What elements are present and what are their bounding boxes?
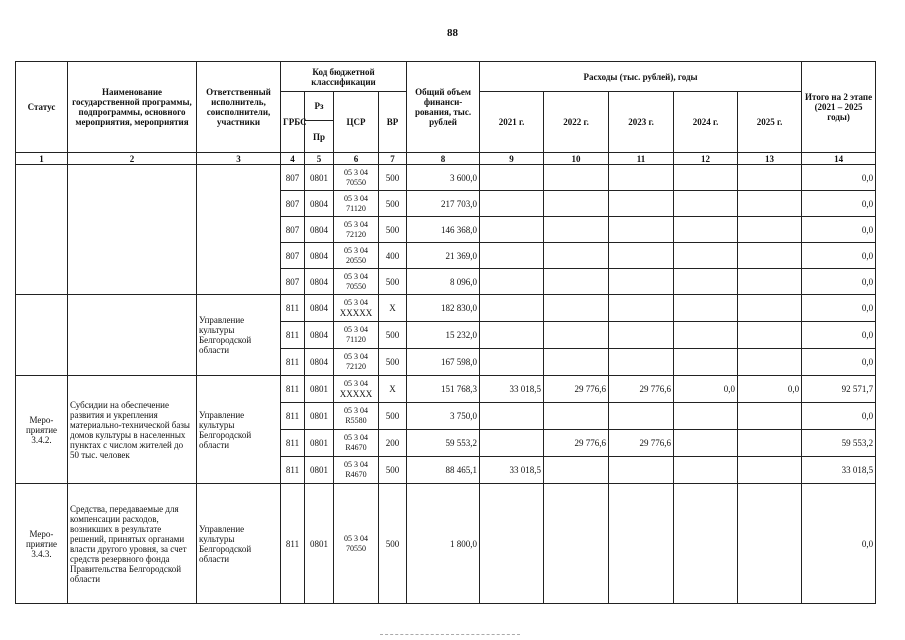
year-2022-cell (544, 457, 609, 484)
csr-cell (334, 217, 379, 243)
header-name: Наименование государственной программы, подпрограммы, основного мероприятия, мероприятия (68, 62, 197, 153)
csr-cell (334, 322, 379, 349)
year-2021-cell (480, 295, 544, 322)
total-volume-cell: 3 600,0 (407, 165, 480, 191)
csr-code-prefix: 05 3 04 (344, 433, 368, 442)
rzpr-cell: 0801 (305, 484, 334, 604)
total-volume-cell: 3 750,0 (407, 403, 480, 430)
vr-cell: 500 (379, 403, 407, 430)
grbs-cell: 811 (281, 403, 305, 430)
table-body (16, 165, 876, 604)
header-year: 2024 г. (674, 92, 738, 153)
csr-code-suffix: 70550 (346, 543, 366, 553)
csr-code-suffix: R4670 (345, 443, 367, 452)
column-number: 4 (281, 153, 305, 165)
csr-cell (334, 165, 379, 191)
name-cell: Субсидии на обеспечение развития и укрепления материально-технической базы домов культуры в населенных пунктах с числом жителей до 50 тыс. человек (68, 376, 197, 484)
page-number: 88 (447, 27, 458, 39)
year-2022-cell (544, 165, 609, 191)
total-stage-cell: 92 571,7 (802, 376, 876, 403)
year-2024-cell (674, 243, 738, 269)
executor-cell: Управление культуры Белгородской области (197, 484, 281, 604)
column-number: 5 (305, 153, 334, 165)
year-2022-cell: 29 776,6 (544, 430, 609, 457)
total-volume-cell: 59 553,2 (407, 430, 480, 457)
year-2023-cell (609, 295, 674, 322)
year-2022-cell (544, 403, 609, 430)
year-2025-cell (738, 349, 802, 376)
total-stage-cell: 0,0 (802, 403, 876, 430)
page-bottom-edge (380, 634, 520, 635)
total-volume-cell: 1 800,0 (407, 484, 480, 604)
table-row (16, 295, 876, 322)
column-number: 1 (16, 153, 68, 165)
year-2022-cell (544, 295, 609, 322)
year-2023-cell (609, 403, 674, 430)
year-2023-cell (609, 269, 674, 295)
total-stage-cell: 0,0 (802, 191, 876, 217)
column-number: 14 (802, 153, 876, 165)
table-row (16, 376, 876, 403)
table-row (16, 165, 876, 191)
csr-cell (334, 269, 379, 295)
header-total: Итого на 2 этапе (2021 – 2025 годы) (802, 62, 876, 153)
year-2023-cell (609, 191, 674, 217)
csr-code-prefix: 05 3 04 (344, 271, 368, 281)
csr-cell (334, 457, 379, 484)
header-executor: Ответственный исполнитель, соисполнители, участники (197, 62, 281, 153)
executor-cell: Управление культуры Белгородской области (197, 295, 281, 376)
year-2023-cell (609, 243, 674, 269)
grbs-cell: 807 (281, 269, 305, 295)
total-stage-cell: 0,0 (802, 217, 876, 243)
rzpr-cell: 0804 (305, 269, 334, 295)
year-2025-cell (738, 217, 802, 243)
grbs-cell: 811 (281, 322, 305, 349)
year-2021-cell (480, 430, 544, 457)
year-2023-cell (609, 349, 674, 376)
year-2023-cell (609, 165, 674, 191)
csr-code-suffix: 20550 (346, 255, 366, 265)
year-2024-cell: 0,0 (674, 376, 738, 403)
year-2025-cell (738, 403, 802, 430)
header-status: Статус (16, 62, 68, 153)
name-cell (68, 295, 197, 376)
status-cell (16, 295, 68, 376)
rzpr-cell: 0804 (305, 295, 334, 322)
year-2024-cell (674, 349, 738, 376)
csr-code-suffix: R5580 (345, 416, 367, 425)
header-year: 2021 г. (480, 92, 544, 153)
column-number: 7 (379, 153, 407, 165)
grbs-cell: 811 (281, 430, 305, 457)
header-pr: Пр (305, 121, 334, 153)
csr-code-prefix: 05 3 04 (344, 167, 368, 177)
year-2021-cell (480, 484, 544, 604)
year-2021-cell (480, 322, 544, 349)
year-2024-cell (674, 217, 738, 243)
rzpr-cell: 0801 (305, 165, 334, 191)
grbs-cell: 807 (281, 217, 305, 243)
column-number: 13 (738, 153, 802, 165)
status-cell: Меро-приятие 3.4.2. (16, 376, 68, 484)
grbs-cell: 807 (281, 165, 305, 191)
year-2024-cell (674, 165, 738, 191)
total-volume-cell: 182 830,0 (407, 295, 480, 322)
budget-table (15, 61, 876, 604)
status-cell: Меро-приятие 3.4.3. (16, 484, 68, 604)
total-volume-cell: 217 703,0 (407, 191, 480, 217)
csr-code-prefix: 05 3 04 (344, 379, 368, 388)
header-total-volume: Общий объем финанси-рования, тыс. рублей (407, 62, 480, 153)
rzpr-cell: 0804 (305, 217, 334, 243)
csr-cell (334, 376, 379, 403)
total-stage-cell: 33 018,5 (802, 457, 876, 484)
csr-cell (334, 295, 379, 322)
header-rz: Рз (305, 92, 334, 121)
grbs-cell: 807 (281, 243, 305, 269)
year-2022-cell (544, 349, 609, 376)
year-2024-cell (674, 403, 738, 430)
year-2025-cell (738, 484, 802, 604)
rzpr-cell: 0801 (305, 457, 334, 484)
year-2025-cell: 0,0 (738, 376, 802, 403)
column-number: 12 (674, 153, 738, 165)
grbs-cell: 811 (281, 484, 305, 604)
year-2024-cell (674, 484, 738, 604)
vr-cell: 400 (379, 243, 407, 269)
grbs-cell: 807 (281, 191, 305, 217)
header-year: 2025 г. (738, 92, 802, 153)
year-2023-cell (609, 484, 674, 604)
csr-code-prefix: 05 3 04 (344, 219, 368, 229)
header-grbs: ГРБС (281, 92, 305, 153)
total-stage-cell: 0,0 (802, 322, 876, 349)
header-expenses: Расходы (тыс. рублей), годы (480, 62, 802, 92)
rzpr-cell: 0804 (305, 349, 334, 376)
csr-cell (334, 403, 379, 430)
year-2022-cell (544, 243, 609, 269)
year-2025-cell (738, 457, 802, 484)
vr-cell: 500 (379, 457, 407, 484)
year-2022-cell (544, 269, 609, 295)
total-volume-cell: 8 096,0 (407, 269, 480, 295)
year-2025-cell (738, 295, 802, 322)
total-volume-cell: 146 368,0 (407, 217, 480, 243)
csr-cell (334, 191, 379, 217)
year-2024-cell (674, 430, 738, 457)
grbs-cell: 811 (281, 457, 305, 484)
vr-cell: 500 (379, 191, 407, 217)
total-volume-cell: 15 232,0 (407, 322, 480, 349)
rzpr-cell: 0804 (305, 191, 334, 217)
csr-code-suffix: 71120 (346, 335, 366, 344)
csr-code-suffix: 71120 (346, 203, 366, 213)
vr-cell: 500 (379, 217, 407, 243)
vr-cell: 500 (379, 269, 407, 295)
total-stage-cell: 0,0 (802, 484, 876, 604)
year-2025-cell (738, 243, 802, 269)
vr-cell: 200 (379, 430, 407, 457)
csr-cell (334, 349, 379, 376)
csr-code-prefix: 05 3 04 (344, 460, 368, 469)
name-cell: Средства, передаваемые для компенсации расходов, возникших в результате решений, принятых органами власти другого уровня, за счет средств резервного фонда Правительства Белгородской области (68, 484, 197, 604)
rzpr-cell: 0801 (305, 430, 334, 457)
year-2021-cell: 33 018,5 (480, 457, 544, 484)
year-2021-cell: 33 018,5 (480, 376, 544, 403)
year-2022-cell: 29 776,6 (544, 376, 609, 403)
vr-cell: X (379, 376, 407, 403)
total-stage-cell: 59 553,2 (802, 430, 876, 457)
csr-code-prefix: 05 3 04 (344, 533, 368, 543)
header-year: 2023 г. (609, 92, 674, 153)
csr-code-prefix: 05 3 04 (344, 298, 368, 307)
column-number: 9 (480, 153, 544, 165)
year-2022-cell (544, 484, 609, 604)
total-stage-cell: 0,0 (802, 165, 876, 191)
header-vr: ВР (379, 92, 407, 153)
year-2025-cell (738, 191, 802, 217)
year-2024-cell (674, 322, 738, 349)
year-2022-cell (544, 322, 609, 349)
column-number: 11 (609, 153, 674, 165)
year-2025-cell (738, 430, 802, 457)
csr-cell (334, 430, 379, 457)
year-2025-cell (738, 322, 802, 349)
rzpr-cell: 0804 (305, 322, 334, 349)
year-2021-cell (480, 403, 544, 430)
csr-code-prefix: 05 3 04 (344, 352, 368, 361)
year-2021-cell (480, 217, 544, 243)
csr-code-suffix: 70550 (346, 177, 366, 187)
year-2021-cell (480, 349, 544, 376)
total-volume-cell: 151 768,3 (407, 376, 480, 403)
year-2023-cell: 29 776,6 (609, 376, 674, 403)
year-2024-cell (674, 269, 738, 295)
grbs-cell: 811 (281, 349, 305, 376)
status-cell (16, 165, 68, 295)
csr-code-suffix: 72120 (346, 362, 366, 371)
column-number: 2 (68, 153, 197, 165)
csr-code-suffix: 72120 (346, 229, 366, 239)
year-2023-cell (609, 457, 674, 484)
total-volume-cell: 167 598,0 (407, 349, 480, 376)
year-2021-cell (480, 165, 544, 191)
column-number: 10 (544, 153, 609, 165)
vr-cell: X (379, 295, 407, 322)
csr-code-suffix: XXXXX (339, 389, 373, 399)
year-2023-cell: 29 776,6 (609, 430, 674, 457)
year-2025-cell (738, 269, 802, 295)
total-stage-cell: 0,0 (802, 243, 876, 269)
csr-cell (334, 484, 379, 604)
year-2023-cell (609, 322, 674, 349)
total-volume-cell: 21 369,0 (407, 243, 480, 269)
csr-code-suffix: 70550 (346, 281, 366, 291)
year-2021-cell (480, 243, 544, 269)
grbs-cell: 811 (281, 376, 305, 403)
total-stage-cell: 0,0 (802, 295, 876, 322)
header-year: 2022 г. (544, 92, 609, 153)
column-number: 8 (407, 153, 480, 165)
table-row (16, 484, 876, 604)
executor-cell: Управление культуры Белгородской области (197, 376, 281, 484)
year-2022-cell (544, 191, 609, 217)
total-volume-cell: 88 465,1 (407, 457, 480, 484)
header-budget-code: Код бюджетной классификации (281, 62, 407, 92)
grbs-cell: 811 (281, 295, 305, 322)
year-2023-cell (609, 217, 674, 243)
csr-code-suffix: R4670 (345, 470, 367, 479)
year-2021-cell (480, 269, 544, 295)
header-csr: ЦСР (334, 92, 379, 153)
rzpr-cell: 0804 (305, 243, 334, 269)
csr-code-prefix: 05 3 04 (344, 245, 368, 255)
vr-cell: 500 (379, 484, 407, 604)
csr-code-prefix: 05 3 04 (344, 325, 368, 334)
total-stage-cell: 0,0 (802, 269, 876, 295)
year-2022-cell (544, 217, 609, 243)
year-2024-cell (674, 191, 738, 217)
total-stage-cell: 0,0 (802, 349, 876, 376)
year-2021-cell (480, 191, 544, 217)
csr-cell (334, 243, 379, 269)
vr-cell: 500 (379, 349, 407, 376)
year-2024-cell (674, 295, 738, 322)
vr-cell: 500 (379, 322, 407, 349)
year-2024-cell (674, 457, 738, 484)
name-cell (68, 165, 197, 295)
column-number: 3 (197, 153, 281, 165)
csr-code-suffix: XXXXX (339, 308, 373, 318)
csr-code-prefix: 05 3 04 (344, 406, 368, 415)
executor-cell (197, 165, 281, 295)
rzpr-cell: 0801 (305, 376, 334, 403)
csr-code-prefix: 05 3 04 (344, 193, 368, 203)
vr-cell: 500 (379, 165, 407, 191)
year-2025-cell (738, 165, 802, 191)
column-numbers-row (16, 153, 876, 165)
column-number: 6 (334, 153, 379, 165)
rzpr-cell: 0801 (305, 403, 334, 430)
